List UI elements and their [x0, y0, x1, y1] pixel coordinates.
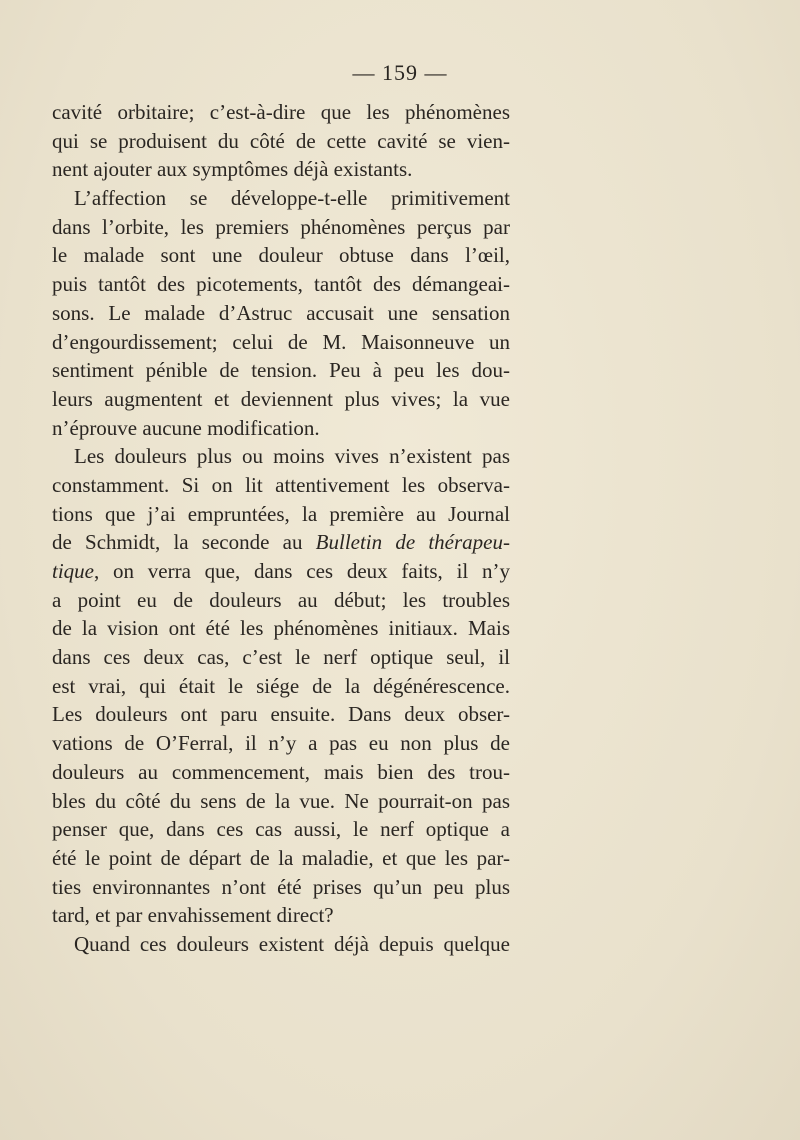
- text-line-content: tions que j’ai empruntées, la première au Journal: [52, 501, 510, 526]
- text-line: [52, 155, 510, 184]
- text-line: [52, 127, 510, 156]
- text-line-content: sons. Le malade d’Astruc accusait une sensation: [52, 300, 510, 325]
- text-line-content: le malade sont une douleur obtuse dans l’œil,: [52, 243, 510, 268]
- text-line-content: vations de O’Ferral, il n’y a pas eu non plus de: [52, 731, 510, 756]
- text-line: [52, 414, 510, 443]
- text-line-content: Les douleurs ont paru ensuite. Dans deux obser-: [52, 702, 510, 727]
- text-line: [52, 471, 510, 500]
- text-line-content: penser que, dans ces cas aussi, le nerf optique a: [52, 817, 510, 842]
- text-line: [52, 700, 510, 729]
- text-line-content: tard, et par envahissement direct?: [52, 903, 334, 928]
- text-line: [52, 614, 510, 643]
- text-line: [52, 901, 510, 930]
- body-text: [52, 98, 510, 959]
- text-line: [52, 241, 510, 270]
- page-number: — 159 —: [352, 60, 448, 85]
- text-line: [52, 213, 510, 242]
- text-line: [52, 270, 510, 299]
- text-line-content: puis tantôt des picotements, tantôt des démangeai-: [52, 272, 510, 297]
- text-line: [52, 98, 510, 127]
- text-line: [52, 442, 510, 471]
- text-line: [52, 844, 510, 873]
- text-line: [52, 758, 510, 787]
- text-line: [52, 328, 510, 357]
- text-line: [52, 930, 510, 959]
- text-line-content: d’engourdissement; celui de M. Maisonneuve un: [52, 329, 510, 354]
- italic-title: Bulletin de thérapeu-: [315, 530, 510, 555]
- text-line-content: dans ces deux cas, c’est le nerf optique seul, il: [52, 645, 510, 670]
- text-line-content: constamment. Si on lit attentivement les observa-: [52, 472, 510, 497]
- italic-title: tique: [52, 559, 94, 583]
- text-line-content: bles du côté du sens de la vue. Ne pourrait-on pas: [52, 788, 510, 813]
- text-line-content: est vrai, qui était le siége de la dégénérescence.: [52, 673, 510, 698]
- text-line-content: L’affection se développe-t-elle primitivement: [74, 186, 510, 211]
- text-line-content: Quand ces douleurs existent déjà depuis quelque: [74, 931, 510, 956]
- text-line: [52, 586, 510, 615]
- text-line: [52, 787, 510, 816]
- text-line: [52, 356, 510, 385]
- text-line: [52, 184, 510, 213]
- text-line-content: n’éprouve aucune modification.: [52, 415, 320, 440]
- text-line-content: cavité orbitaire; c’est-à-dire que les phénomènes: [52, 100, 510, 124]
- text-line: [52, 729, 510, 758]
- text-line-content: sentiment pénible de tension. Peu à peu les dou-: [52, 358, 510, 383]
- text-line-content: Les douleurs plus ou moins vives n’existent pas: [74, 444, 510, 469]
- text-line: [52, 385, 510, 414]
- text-line-content: nent ajouter aux symptômes déjà existants.: [52, 157, 413, 182]
- text-line: [52, 500, 510, 529]
- text-line-content: leurs augmentent et deviennent plus vives; la vue: [52, 386, 510, 411]
- text-line: [52, 873, 510, 902]
- text-line-content: ties environnantes n’ont été prises qu’un peu plus: [52, 874, 510, 899]
- text-line-content: a point eu de douleurs au début; les troubles: [52, 587, 510, 612]
- text-line: [52, 557, 510, 586]
- text-line: [52, 643, 510, 672]
- text-line-content: douleurs au commencement, mais bien des trou-: [52, 759, 510, 784]
- text-line-content: de la vision ont été les phénomènes initiaux. Mais: [52, 616, 510, 641]
- text-line: [52, 299, 510, 328]
- text-line-content: été le point de départ de la maladie, et que les par-: [52, 845, 510, 870]
- text-line: [52, 672, 510, 701]
- text-line-content: qui se produisent du côté de cette cavité se vien-: [52, 128, 510, 153]
- text-line-content: de Schmidt, la seconde au: [52, 530, 316, 555]
- text-line: [52, 815, 510, 844]
- text-line: [52, 528, 510, 557]
- text-line-content: dans l’orbite, les premiers phénomènes perçus par: [52, 214, 510, 239]
- text-line-content: , on verra que, dans ces deux faits, il n’y: [94, 559, 510, 583]
